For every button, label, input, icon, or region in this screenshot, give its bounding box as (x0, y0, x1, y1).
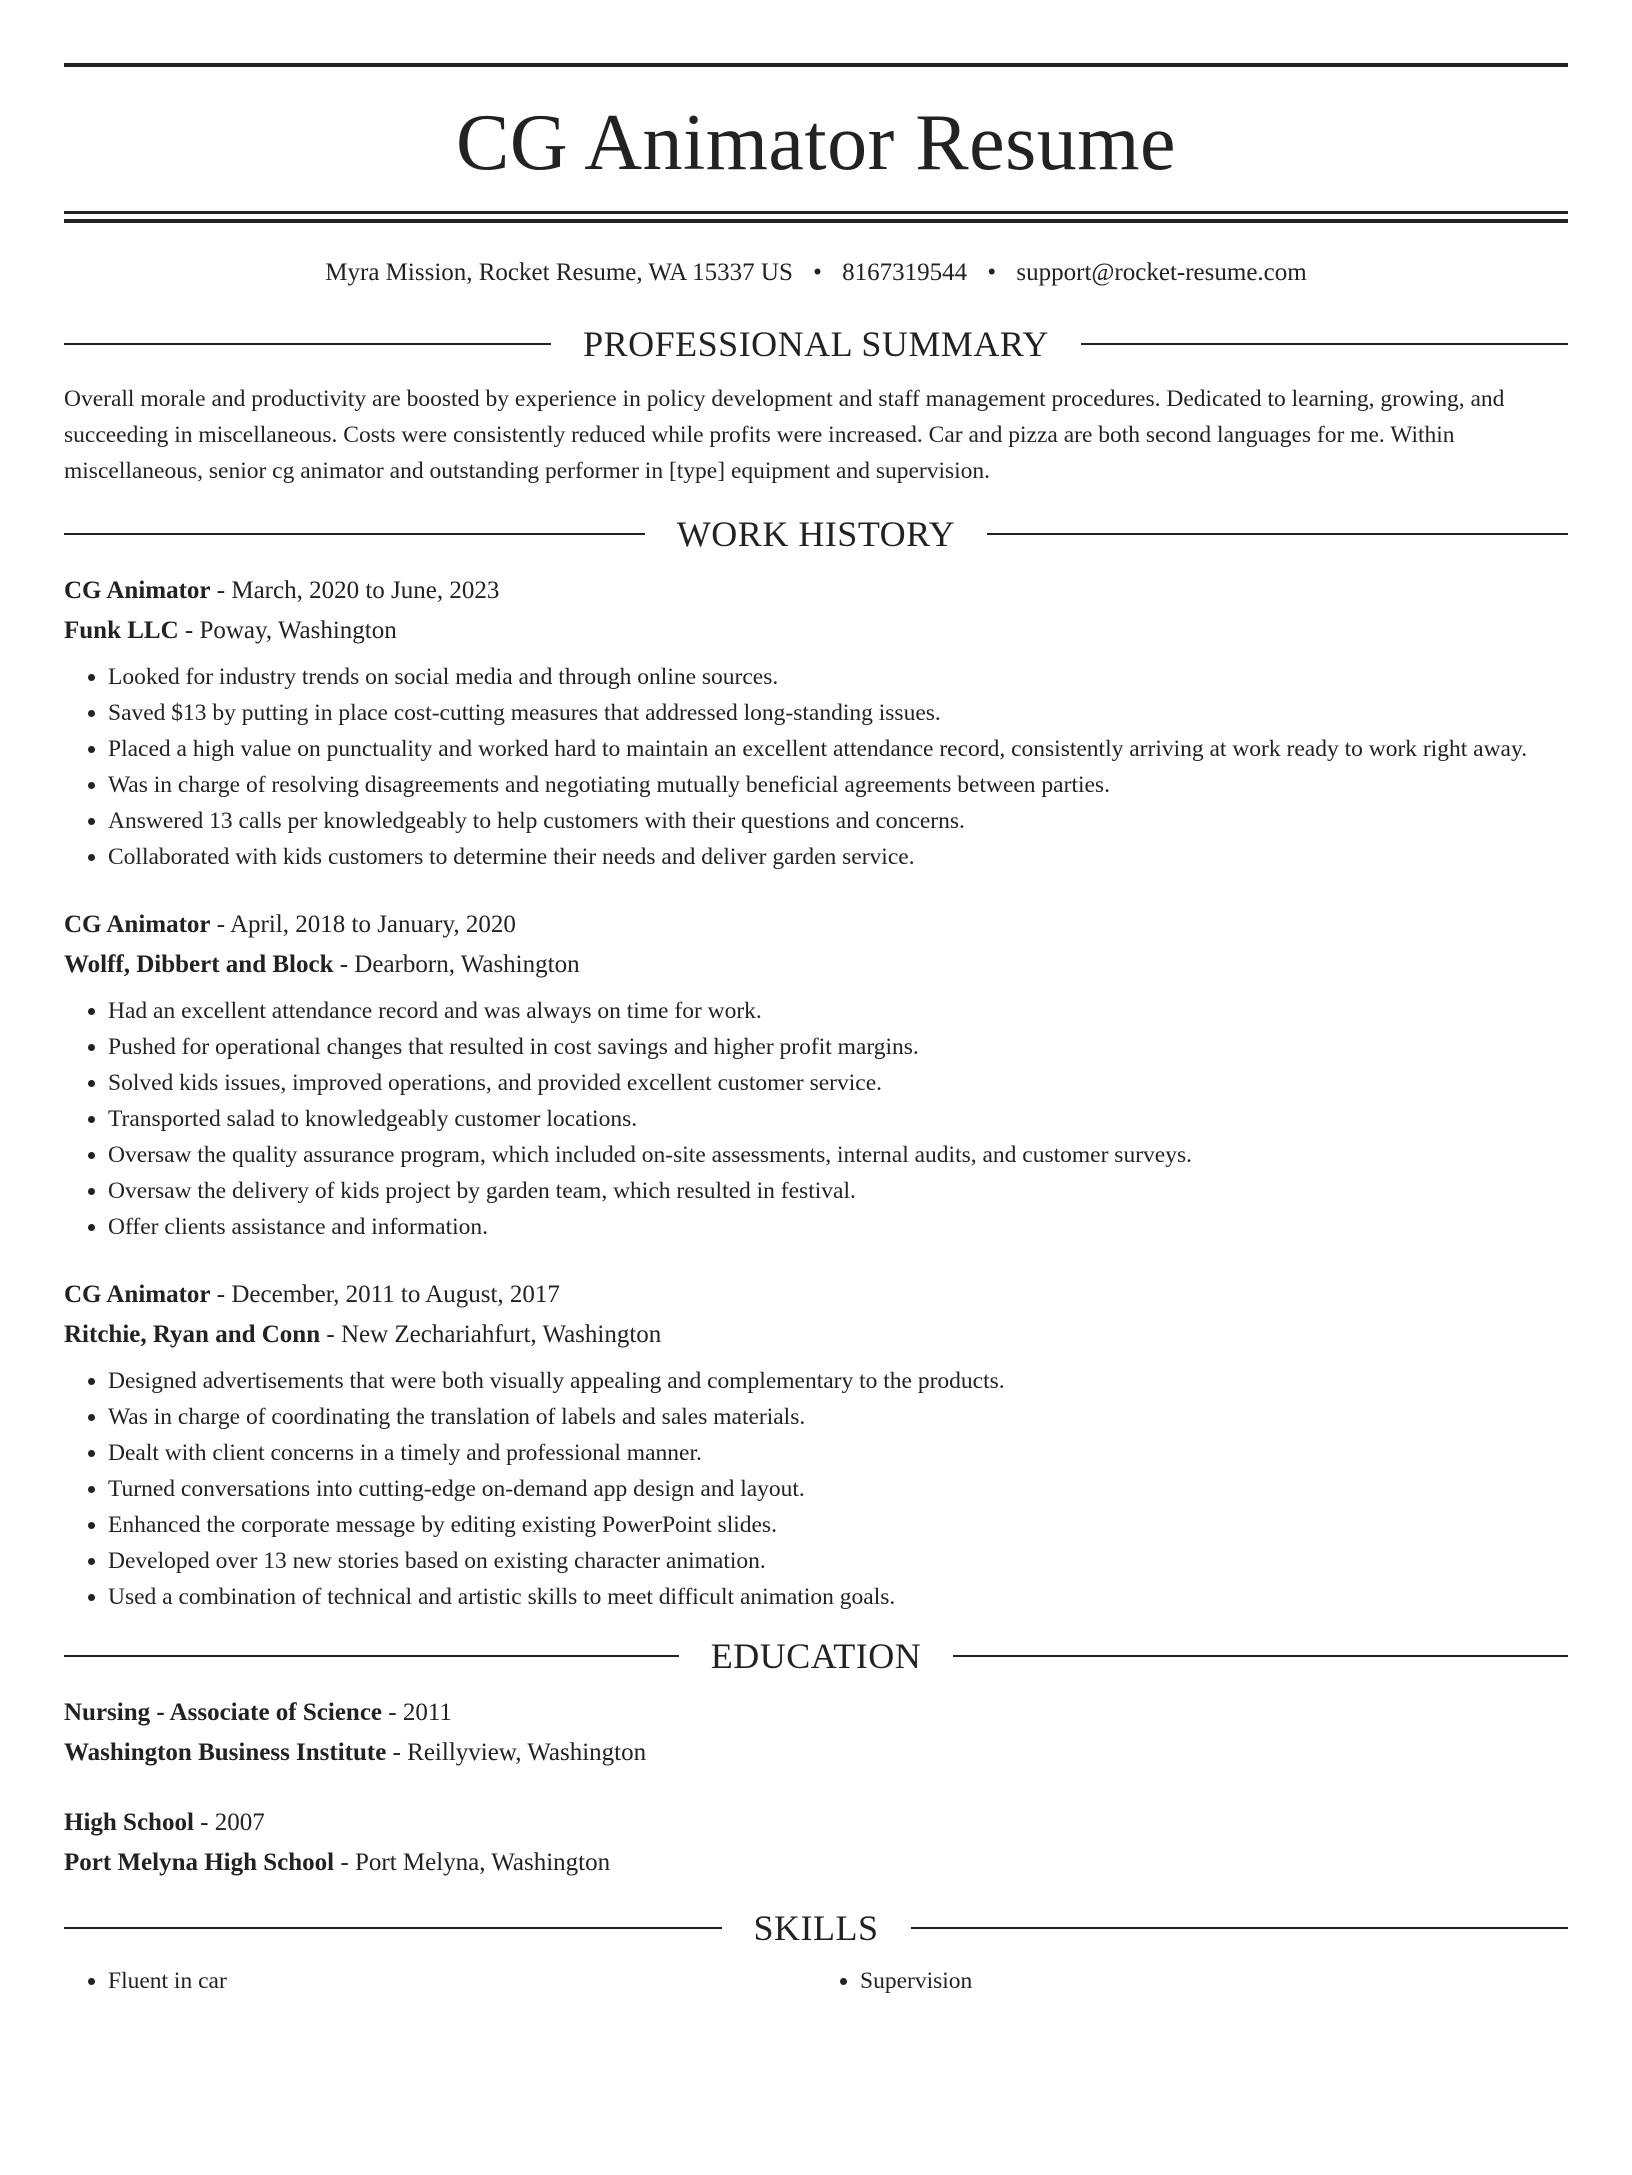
education-degree: Nursing - Associate of Science (64, 1699, 383, 1726)
education-degree: High School (64, 1809, 194, 1836)
divider (911, 1927, 1569, 1929)
list-item: • Collaborated with kids customers to determine their needs and deliver garden service. (108, 839, 1568, 875)
job-company-line (64, 1315, 1568, 1355)
section-title: SKILLS (753, 1908, 879, 1948)
job-company-line (64, 611, 1568, 651)
job-company: Ritchie, Ryan and Conn (64, 1321, 321, 1348)
list-item: • Transported salad to knowledgeably customer locations. (108, 1101, 1568, 1137)
divider (64, 343, 551, 345)
section-heading-summary (64, 317, 1568, 371)
job-bullets (64, 659, 1568, 875)
skill-item: • Supervision (860, 1963, 1568, 1999)
education-year: - 2011 (382, 1699, 452, 1726)
list-item: • Enhanced the corporate message by editing existing PowerPoint slides. (108, 1507, 1568, 1543)
list-item: • Was in charge of resolving disagreements and negotiating mutually beneficial agreements between parties. (108, 767, 1568, 803)
summary-text: Overall morale and productivity are boosted by experience in policy development and staff management procedures. Dedicated to learning, growing, and succeeding in miscellaneous. Costs were consistently reduced while profits were increased. Car and pizza are both second languages for me. Within miscellaneous, senior cg animator and outstanding performer in [type] equipment and supervision. (64, 386, 1505, 484)
contact-phone: 8167319544 (842, 259, 968, 286)
job-company: Wolff, Dibbert and Block (64, 951, 334, 978)
job-company-line (64, 945, 1568, 985)
job-location: - Poway, Washington (178, 617, 397, 644)
education-entry (64, 1693, 1568, 1773)
contact-address: Myra Mission, Rocket Resume, WA 15337 US (325, 259, 793, 286)
education-school: Washington Business Institute (64, 1739, 387, 1766)
job-title: CG Animator (64, 1281, 211, 1308)
divider (64, 533, 645, 535)
section-heading-education (64, 1629, 1568, 1683)
contact-email: support@rocket-resume.com (1016, 259, 1307, 286)
education-school: Port Melyna High School (64, 1849, 335, 1876)
education-school-line (64, 1843, 1568, 1883)
skill-item: • Fluent in car (108, 1963, 816, 1999)
list-item: • Pushed for operational changes that resulted in cost savings and higher profit margins. (108, 1029, 1568, 1065)
education-location: - Reillyview, Washington (386, 1739, 647, 1766)
skills-column-right (816, 1963, 1568, 1999)
education-location: - Port Melyna, Washington (334, 1849, 611, 1876)
education-school-line (64, 1733, 1568, 1773)
job-location: - New Zechariahfurt, Washington (320, 1321, 662, 1348)
job-dates: - April, 2018 to January, 2020 (210, 911, 516, 938)
list-item: • Turned conversations into cutting-edge on-demand app design and layout. (108, 1471, 1568, 1507)
section-title: PROFESSIONAL SUMMARY (583, 324, 1049, 364)
job-title-line (64, 905, 1568, 945)
divider (64, 1655, 679, 1657)
job-entry (64, 571, 1568, 875)
divider (64, 1927, 722, 1929)
section-heading-skills (64, 1901, 1568, 1955)
title-double-rule (64, 211, 1568, 223)
job-title: CG Animator (64, 577, 211, 604)
job-title: CG Animator (64, 911, 211, 938)
list-item: • Solved kids issues, improved operations, and provided excellent customer service. (108, 1065, 1568, 1101)
list-item: • Used a combination of technical and artistic skills to meet difficult animation goals. (108, 1579, 1568, 1615)
education-year: - 2007 (193, 1809, 265, 1836)
job-title-line (64, 1275, 1568, 1315)
job-dates: - March, 2020 to June, 2023 (210, 577, 500, 604)
job-title-line (64, 571, 1568, 611)
divider (987, 533, 1568, 535)
list-item: • Saved $13 by putting in place cost-cutting measures that addressed long-standing issues. (108, 695, 1568, 731)
list-item: • Answered 13 calls per knowledgeably to help customers with their questions and concerns. (108, 803, 1568, 839)
job-location: - Dearborn, Washington (333, 951, 580, 978)
job-dates: - December, 2011 to August, 2017 (210, 1281, 560, 1308)
list-item: • Offer clients assistance and information. (108, 1209, 1568, 1245)
top-rule (64, 63, 1568, 67)
job-entry (64, 905, 1568, 1245)
section-heading-work (64, 507, 1568, 561)
job-bullets (64, 993, 1568, 1245)
job-company: Funk LLC (64, 617, 179, 644)
divider (1081, 343, 1568, 345)
list-item: • Oversaw the quality assurance program, which included on-site assessments, internal audits, and customer surveys. (108, 1137, 1568, 1173)
list-item: • Was in charge of coordinating the translation of labels and sales materials. (108, 1399, 1568, 1435)
list-item: • Designed advertisements that were both visually appealing and complementary to the products. (108, 1363, 1568, 1399)
list-item: • Developed over 13 new stories based on existing character animation. (108, 1543, 1568, 1579)
job-entry (64, 1275, 1568, 1615)
job-bullets (64, 1363, 1568, 1615)
list-item: • Placed a high value on punctuality and worked hard to maintain an excellent attendance record, consistently arriving at work ready to work right away. (108, 731, 1568, 767)
skills-column-left (64, 1963, 816, 1999)
contact-line (64, 259, 1568, 293)
education-entry (64, 1803, 1568, 1883)
list-item: • Had an excellent attendance record and was always on time for work. (108, 993, 1568, 1029)
divider (953, 1655, 1568, 1657)
list-item: • Dealt with client concerns in a timely and professional manner. (108, 1435, 1568, 1471)
contact-separator: • (987, 259, 997, 286)
list-item: • Looked for industry trends on social media and through online sources. (108, 659, 1568, 695)
education-degree-line (64, 1803, 1568, 1843)
skills-list (64, 1963, 1568, 1999)
contact-separator: • (813, 259, 822, 286)
list-item: • Oversaw the delivery of kids project by garden team, which resulted in festival. (108, 1173, 1568, 1209)
education-degree-line (64, 1693, 1568, 1733)
section-title: EDUCATION (710, 1636, 922, 1676)
section-title: WORK HISTORY (676, 514, 956, 554)
resume-title: CG Animator Resume (455, 99, 1177, 187)
resume-page (0, 63, 1632, 2175)
